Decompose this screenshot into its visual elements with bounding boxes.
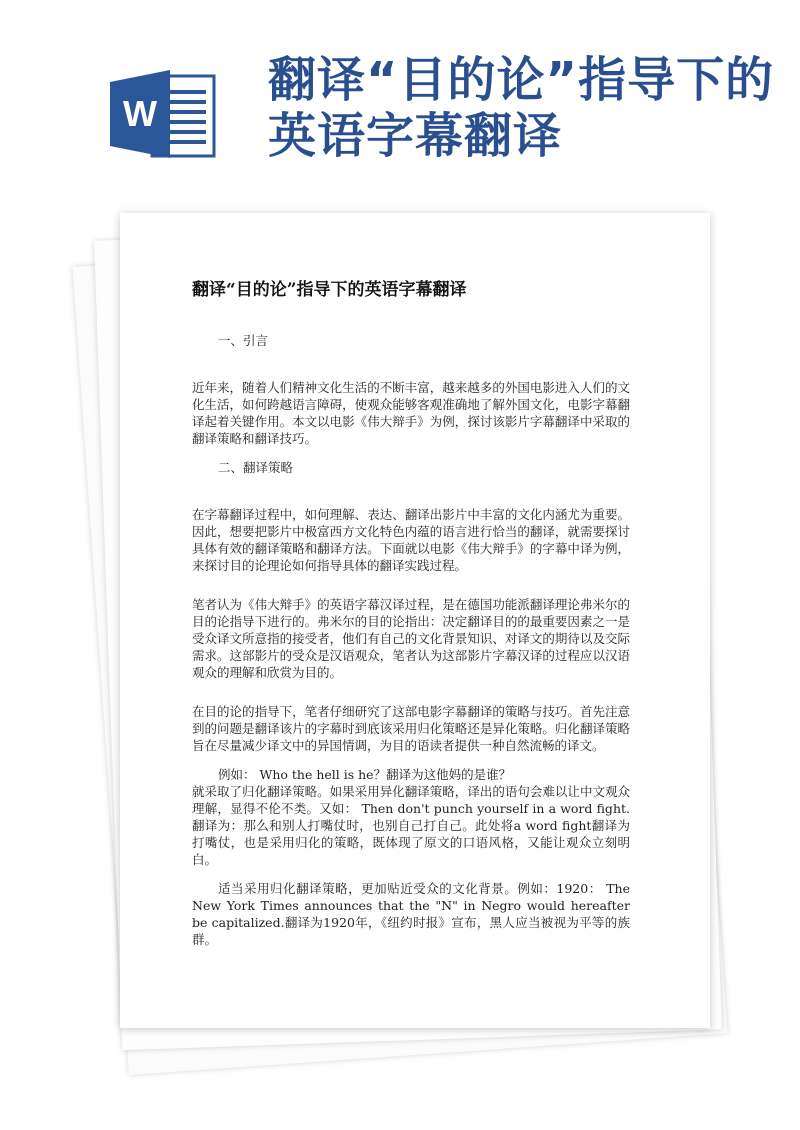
document-title: 翻译“目的论”指导下的英语字幕翻译 bbox=[192, 280, 467, 300]
paragraph-example-1: 例如： Who the hell is he？翻译为这他妈的是谁？ bbox=[218, 767, 512, 782]
section-heading-strategy: 二、翻译策略 bbox=[218, 460, 294, 475]
paragraph-strategy: 在字幕翻译过程中，如何理解、表达、翻译出影片中丰富的文化内涵尤为重要。因此，想要把影片中极富西方文化特色内蕴的语言进行恰当的翻译，就需要探讨具体有效的翻译策略和翻译方法。下面就以电影《伟大辩手》的字幕中译为例，来探讨目的论理论如何指导具体的翻译实践过程。 bbox=[192, 507, 630, 573]
document-body bbox=[192, 278, 630, 948]
word-document-icon bbox=[108, 68, 220, 160]
word-icon-letter: W bbox=[123, 93, 157, 134]
paragraph-skopos-theory: 笔者认为《伟大辩手》的英语字幕汉译过程，是在德国功能派翻译理论弗米尔的目的论指导下进行的。弗米尔的目的论指出：决定翻译目的的最重要因素之一是受众译文所意指的接受者，他们有自己的文化背景知识、对译文的期待以及交际需求。这部影片的受众是汉语观众，笔者认为这部影片字幕汉译的过程应以汉语观众的理解和欣赏为目的。 bbox=[192, 597, 630, 680]
paragraph-intro: 近年来，随着人们精神文化生活的不断丰富，越来越多的外国电影进入人们的文化生活，如何跨越语言障碍，使观众能够客观准确地了解外国文化，电影字幕翻译起着关键作用。本文以电影《伟大辩手》为例，探讨该影片字幕翻译中采取的翻译策略和翻译技巧。 bbox=[192, 380, 630, 446]
paragraph-example-2: 就采取了归化翻译策略。如果采用异化翻译策略，译出的语句会难以让中文观众理解，显得不伦不类。又如： Then don't punch yourself in a word fight. 翻译为：那么和别人打嘴仗时，也别自己打自己。此处将a word fight翻译为打嘴仗，也是采用归化的策略，既体现了原文的口语风格，又能让观众立刻明白。 bbox=[192, 784, 630, 867]
paragraph-example-3: 适当采用归化翻译策略，更加贴近受众的文化背景。例如：1920： The New York Times announces that the "N" in Negro would hereafter be capitalized.翻译为1920年，《纽约时报》宣布，黑人应当被视为平等的族群。 bbox=[192, 881, 630, 947]
banner-title: 翻译“目的论”指导下的英语字幕翻译 bbox=[268, 52, 775, 164]
section-heading-intro: 一、引言 bbox=[218, 333, 269, 348]
paragraph-domestication: 在目的论的指导下，笔者仔细研究了这部电影字幕翻译的策略与技巧。首先注意到的问题是翻译该片的字幕时到底该采用归化策略还是异化策略。归化翻译策略旨在尽量减少译文中的异国情调，为目的语读者提供一种自然流畅的译文。 bbox=[192, 704, 630, 753]
